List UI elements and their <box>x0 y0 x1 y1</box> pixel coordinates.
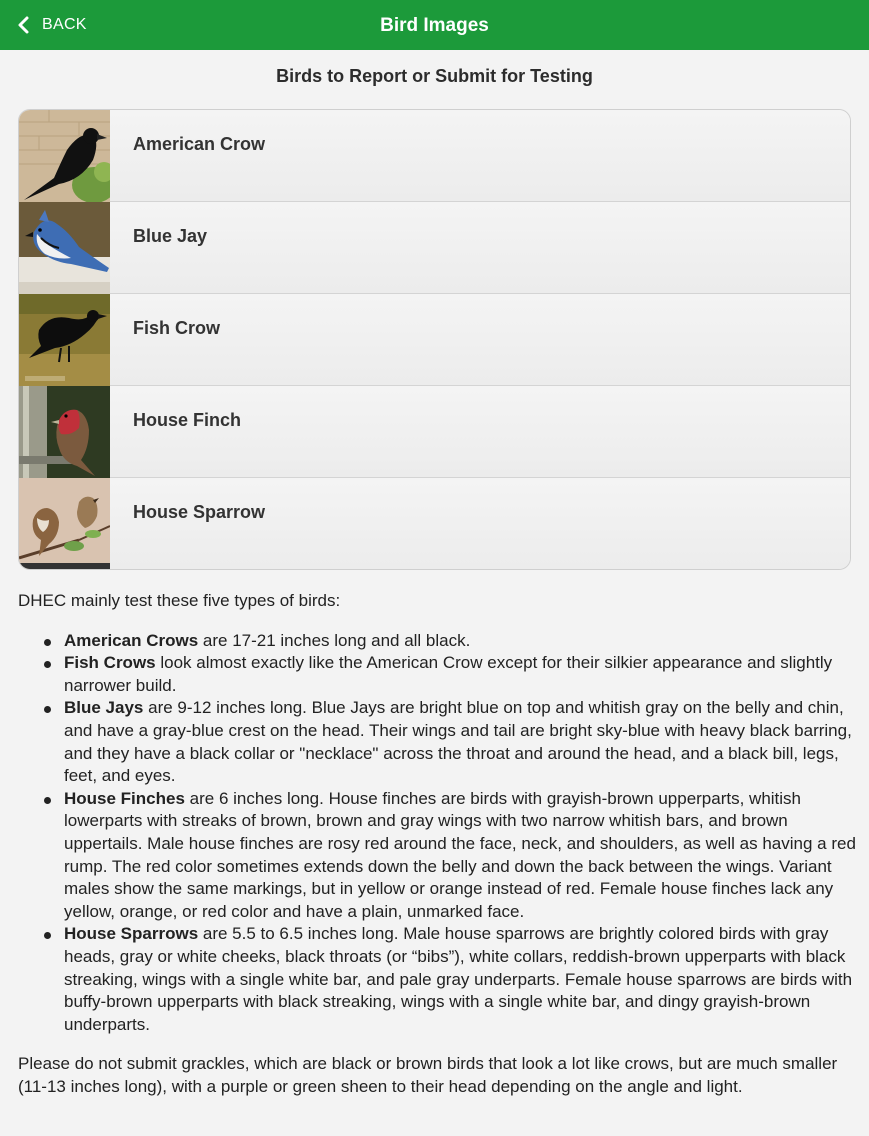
fact-text: are 9-12 inches long. Blue Jays are bright blue on top and whitish gray on the belly and chin, and have a gray-blue crest on the head. Their wings and tail are bright sky-blue with heavy black barring, and they have a black collar or "necklace" across the throat and around the head, and a black bill, legs, feet, and eyes. <box>64 698 852 786</box>
bird-row-house-finch[interactable] <box>19 386 850 478</box>
bird-name: American Crow <box>133 134 266 154</box>
fact-bird-name: Blue Jays <box>64 698 144 718</box>
fact-bird-name: House Finches <box>64 788 185 808</box>
intro-text: DHEC mainly test these five types of birds: <box>18 591 341 610</box>
blue-jay-thumbnail <box>19 202 110 294</box>
fact-text: look almost exactly like the American Crow except for their silkier appearance and slightly narrower build. <box>64 653 833 695</box>
bird-row-blue-jay[interactable] <box>19 202 850 294</box>
bird-name: Fish Crow <box>133 318 221 338</box>
grackle-note: Please do not submit grackles, which are black or brown birds that look a lot like crows, but are much smaller (11-13 inches long), with a purple or green sheen to their head depending on the angle and light. <box>18 1054 838 1096</box>
bird-name: House Finch <box>133 410 242 430</box>
fact-text: are 6 inches long. House finches are birds with grayish-brown upperparts, whitish lowerparts with streaks of brown, brown and gray wings with two narrow whitish bars, and brown uppertails. Male house finches are rosy red around the face, neck, and shoulders, as well as having a red rump. The red color sometimes extends down the belly and down the back between the wings. Variant males show the same markings, but in yellow or orange instead of red. Female house finches lack any yellow, orange, or red color and have a plain, unmarked face. <box>64 788 856 921</box>
back-label: BACK <box>42 16 87 33</box>
fact-text: are 5.5 to 6.5 inches long. Male house sparrows are brightly colored birds with gray heads, gray or white cheeks, black throats (or “bibs”), white collars, reddish-brown upperparts with black streaking, wings with a single white bar, and pale gray underparts. Female house sparrows are birds with buffy-brown upperparts with black streaking, wings with a single white bar, and dingy grayish-brown underparts. <box>64 924 853 1034</box>
list-item <box>18 652 858 697</box>
list-item <box>18 697 858 787</box>
list-item <box>18 630 858 653</box>
bird-row-fish-crow[interactable] <box>19 294 850 386</box>
section-title: Birds to Report or Submit for Testing <box>276 66 593 86</box>
bird-name: Blue Jay <box>133 226 208 246</box>
fact-bird-name: House Sparrows <box>64 924 199 944</box>
bird-facts-list <box>18 630 858 1037</box>
fact-bird-name: American Crows <box>64 630 199 650</box>
house-finch-thumbnail <box>19 386 110 478</box>
page-title: Bird Images <box>380 15 489 36</box>
fact-bird-name: Fish Crows <box>64 653 156 673</box>
bird-name: House Sparrow <box>133 502 266 522</box>
bird-description <box>18 590 858 1098</box>
american-crow-thumbnail <box>19 110 110 202</box>
nav-bar <box>0 0 869 50</box>
list-item <box>18 923 858 1036</box>
fish-crow-thumbnail <box>19 294 110 386</box>
list-item <box>18 788 858 924</box>
house-sparrow-thumbnail <box>19 478 110 570</box>
fact-text: are 17-21 inches long and all black. <box>198 630 471 650</box>
bird-list <box>18 109 851 570</box>
bird-row-house-sparrow[interactable] <box>19 478 850 569</box>
bird-row-american-crow[interactable] <box>19 110 850 202</box>
